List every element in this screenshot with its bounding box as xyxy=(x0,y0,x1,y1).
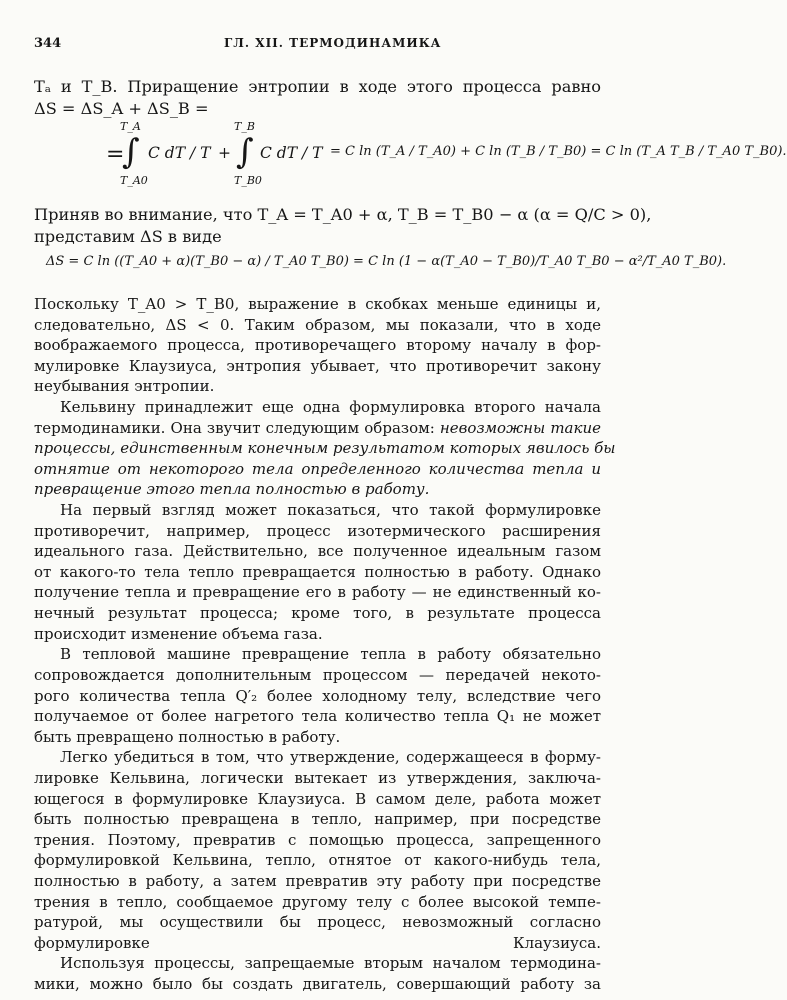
text-line: Используя процессы, запрещаемые вторым началом термодина- xyxy=(60,954,601,972)
text-line: Легко убедиться в том, что утверждение, содержащееся в форму- xyxy=(60,748,601,766)
integral2-lower: T_B0 xyxy=(234,174,262,187)
text-line: полностью в работу, а затем превратив эту работу при посредстве xyxy=(34,872,601,890)
text-line: происходит изменение объема газа. xyxy=(34,625,323,643)
text-line: Кельвину принадлежит еще одна формулировка второго начала xyxy=(60,398,601,416)
text-line: сопровождается дополнительным процессом — передачей некото- xyxy=(34,666,601,684)
kelvin-statement: невозможны такие xyxy=(439,419,601,437)
text-line: идеального газа. Действительно, все полученное идеальным газом xyxy=(34,542,601,560)
text-line: рого количества тепла Q′₂ более холодному телу, вследствие чего xyxy=(34,687,601,705)
text-line: трения. Поэтому, превратив с помощью процесса, запрещенного xyxy=(34,831,601,849)
integral1-lower: T_A0 xyxy=(120,174,148,187)
text-line: формулировке Клаузиуса. xyxy=(34,934,601,952)
formula-entropy-sum: ΔS = ΔS_A + ΔS_B = xyxy=(34,99,209,118)
formula-intro-line: Tₐ и T_B. Приращение энтропии в ходе этого процесса равно xyxy=(34,77,601,96)
text-span: термодинамики. Она звучит следующим образом: xyxy=(34,419,440,437)
text-line: На первый взгляд может показаться, что такой формулировке xyxy=(60,501,601,519)
integral-formula xyxy=(100,118,787,194)
text-line: получаемое от более нагретого тела количество тепла Q₁ не может xyxy=(34,707,601,725)
integral1-body: C dT / T xyxy=(148,144,211,162)
text-line: воображаемого процесса, противоречащего второму началу в фор- xyxy=(34,336,601,354)
page-number: 344 xyxy=(34,36,62,51)
kelvin-statement-line: процессы, единственным конечным результатом которых явилось бы xyxy=(34,439,616,457)
integral1-upper: T_A xyxy=(120,120,141,133)
equals-sign: = xyxy=(106,142,125,167)
substitution-line: Приняв во внимание, что T_A = T_A0 + α, T_B = T_B0 − α (α = Q/C > 0), xyxy=(34,205,652,224)
integral-result: = C ln (T_A / T_A0) + C ln (T_B / T_B0) = C ln (T_A T_B / T_A0 T_B0). xyxy=(330,144,787,159)
text-line: получение тепла и превращение его в работу — не единственный ко- xyxy=(34,583,601,601)
integral2-upper: T_B xyxy=(234,120,255,133)
text-line: Поскольку T_A0 > T_B0, выражение в скобках меньше единицы и, xyxy=(34,295,601,313)
text-line: В тепловой машине превращение тепла в работу обязательно xyxy=(60,645,601,663)
text-line: мулировке Клаузиуса, энтропия убывает, что противоречит закону xyxy=(34,357,601,375)
text-line: следовательно, ΔS < 0. Таким образом, мы показали, что в ходе xyxy=(34,316,601,334)
text-line: ратурой, мы осуществили бы процесс, невозможный согласно xyxy=(34,913,601,931)
text-line: мики, можно было бы создать двигатель, совершающий работу за xyxy=(34,975,601,993)
text-line: нечный результат процесса; кроме того, в результате процесса xyxy=(34,604,601,622)
text-line: лировке Кельвина, логически вытекает из утверждения, заключа- xyxy=(34,769,601,787)
delta-s-formula: ΔS = C ln ((T_A0 + α)(T_B0 − α) / T_A0 T_B0) = C ln (1 − α(T_A0 − T_B0)/T_A0 T_B0 − α²/T_A0 T_B0). xyxy=(46,254,727,269)
integral2-sign: ∫ xyxy=(236,132,254,172)
text-line: трения в тепло, сообщаемое другому телу с более высокой темпе- xyxy=(34,893,601,911)
text-line: от какого-то тела тепло превращается полностью в работу. Однако xyxy=(34,563,601,581)
represent-line: представим ΔS в виде xyxy=(34,227,222,246)
text-line xyxy=(34,418,601,438)
text-line: противоречит, например, процесс изотермического расширения xyxy=(34,522,601,540)
text-line: быть полностью превращена в тепло, например, при посредстве xyxy=(34,810,601,828)
text-line: быть превращено полностью в работу. xyxy=(34,728,341,746)
text-line: ющегося в формулировке Клаузиуса. В самом деле, работа может xyxy=(34,790,601,808)
running-title: ГЛ. XII. ТЕРМОДИНАМИКА xyxy=(224,36,442,50)
integral1-sign: ∫ xyxy=(122,132,140,172)
text-line: неубывания энтропии. xyxy=(34,377,215,395)
text-line: формулировкой Кельвина, тепло, отнятое от какого-нибудь тела, xyxy=(34,851,601,869)
integral2-body: C dT / T xyxy=(260,144,323,162)
kelvin-statement-line: превращение этого тепла полностью в работу. xyxy=(34,480,430,498)
plus-sign: + xyxy=(218,144,231,162)
kelvin-statement-line: отнятие от некоторого тела определенного количества тепла и xyxy=(34,460,601,478)
page-header xyxy=(34,36,599,56)
